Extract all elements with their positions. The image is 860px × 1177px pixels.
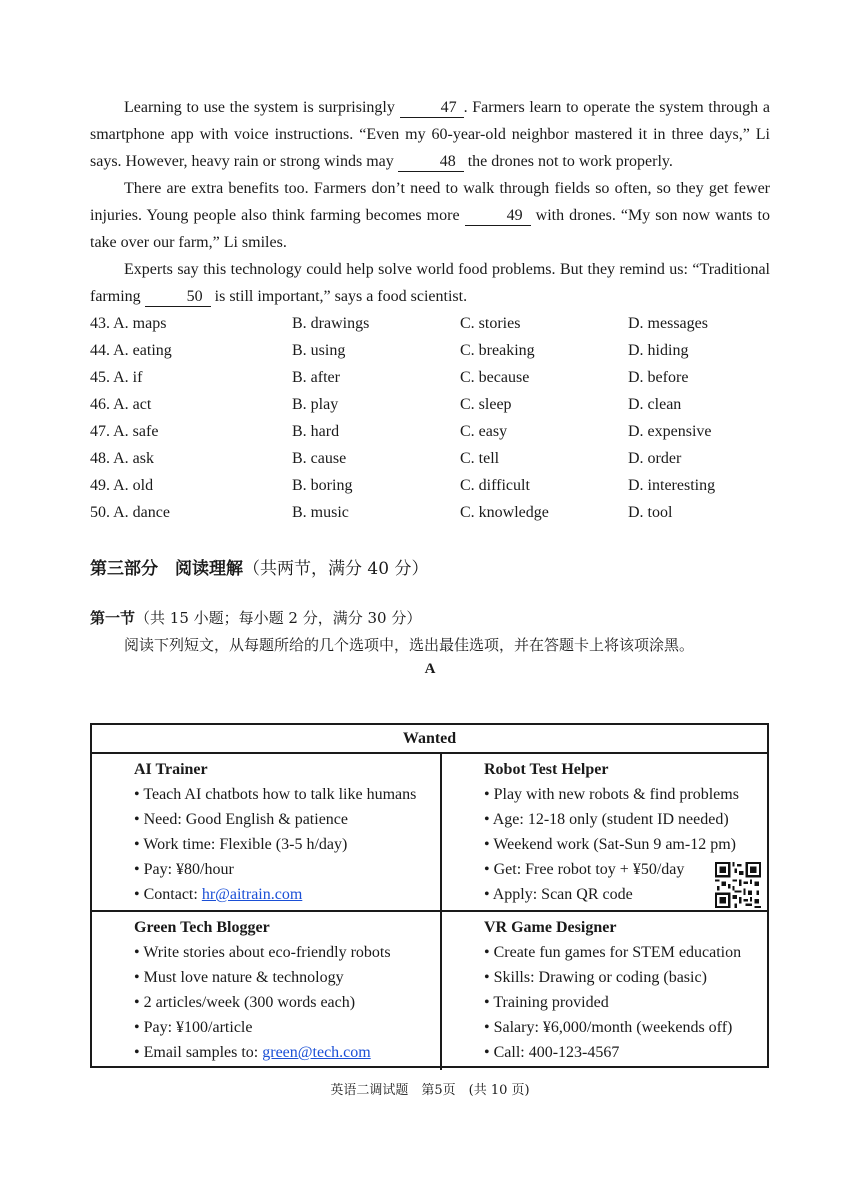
option-c: C. because (460, 369, 530, 386)
option-d: D. order (628, 450, 682, 467)
option-a: 44. A. eating (90, 342, 172, 359)
passage-letter: A (424, 661, 436, 677)
job-item: • Training provided (484, 994, 609, 1011)
job-item: • Write stories about eco-friendly robots (134, 944, 391, 961)
option-b: B. play (292, 396, 339, 413)
option-c: C. stories (460, 315, 521, 332)
option-c: C. knowledge (460, 504, 549, 521)
option-a: 47. A. safe (90, 423, 159, 440)
job-title: AI Trainer (134, 761, 208, 778)
paragraph-47-48: Learning to use the system is surprisingly 47 . Farmers learn to operate the system through a smartphone app with voice instructions. “Even my 60-year-old neighbor mastered it in three days,” Li says. However, heavy rain or strong winds may 48 the drones not to work properly. (90, 99, 770, 170)
job-item: • Salary: ¥6,000/month (weekends off) (484, 1019, 733, 1036)
option-d: D. messages (628, 315, 708, 332)
option-row (90, 445, 770, 472)
job-title: Robot Test Helper (484, 761, 609, 778)
option-d: D. before (628, 369, 689, 386)
option-a: 49. A. old (90, 477, 154, 494)
option-d: D. clean (628, 396, 682, 413)
option-d: D. interesting (628, 477, 716, 494)
job-title: VR Game Designer (484, 919, 617, 936)
job-item: • Pay: ¥80/hour (134, 861, 234, 878)
job-item: • Apply: Scan QR code (484, 886, 633, 903)
blank-50: 50 (145, 288, 211, 307)
qr-code-icon (715, 862, 761, 908)
option-c: C. difficult (460, 477, 530, 494)
job-item: • Play with new robots & find problems (484, 786, 739, 803)
email-link[interactable]: green@tech.com (262, 1044, 371, 1061)
job-contact: • Email samples to: green@tech.com (134, 1044, 371, 1061)
option-a: 45. A. if (90, 369, 143, 386)
job-item: • Need: Good English & patience (134, 811, 348, 828)
option-row (90, 499, 770, 526)
section-title: 第三部分 阅读理解（共两节，满分 40 分） (90, 559, 429, 579)
answer-options (90, 310, 770, 526)
option-row (90, 364, 770, 391)
job-item: • Work time: Flexible (3-5 h/day) (134, 836, 348, 853)
blank-47: 47 (400, 99, 464, 118)
option-d: D. expensive (628, 423, 712, 440)
option-d: D. hiding (628, 342, 689, 359)
job-green-tech-blogger (92, 912, 442, 1070)
job-item: • Must love nature & technology (134, 969, 344, 986)
option-b: B. drawings (292, 315, 370, 332)
option-b: B. hard (292, 423, 340, 440)
paragraph-50: Experts say this technology could help solve world food problems. But they remind us: “Traditional farming 50 is still important,” says a food scientist. (90, 261, 770, 305)
option-a: 43. A. maps (90, 315, 167, 332)
job-ai-trainer (92, 754, 442, 912)
option-b: B. using (292, 342, 346, 359)
instruction-text: 阅读下列短文，从每题所给的几个选项中，选出最佳选项，并在答题卡上将该项涂黑。 (124, 636, 695, 654)
exam-page (90, 94, 770, 678)
option-a: 46. A. act (90, 396, 152, 413)
blank-49: 49 (465, 207, 531, 226)
job-item: • Get: Free robot toy + ¥50/day (484, 861, 685, 878)
option-c: C. easy (460, 423, 508, 440)
job-item: • Weekend work (Sat-Sun 9 am-12 pm) (484, 836, 736, 853)
option-c: C. sleep (460, 396, 512, 413)
job-vr-game-designer (442, 912, 767, 1070)
option-b: B. cause (292, 450, 347, 467)
job-item: • Skills: Drawing or coding (basic) (484, 969, 707, 986)
option-row (90, 337, 770, 364)
job-item: • Call: 400-123-4567 (484, 1044, 620, 1061)
subsection-title: 第一节（共 15 小题；每小题 2 分，满分 30 分） (90, 609, 422, 627)
option-c: C. tell (460, 450, 500, 467)
job-contact: • Contact: hr@aitrain.com (134, 886, 303, 903)
option-b: B. music (292, 504, 349, 521)
option-a: 48. A. ask (90, 450, 154, 467)
page-footer: 英语二调试题 第5页 (共 10 页) (330, 1083, 530, 1098)
job-item: • Age: 12-18 only (student ID needed) (484, 811, 729, 828)
job-item: • Teach AI chatbots how to talk like humans (134, 786, 417, 803)
option-row (90, 418, 770, 445)
option-row (90, 310, 770, 337)
job-item: • Pay: ¥100/article (134, 1019, 253, 1036)
blank-48: 48 (398, 153, 464, 172)
job-title: Green Tech Blogger (134, 919, 270, 936)
option-d: D. tool (628, 504, 673, 521)
wanted-table (90, 723, 769, 1068)
option-row (90, 472, 770, 499)
job-item: • Create fun games for STEM education (484, 944, 742, 961)
wanted-heading: Wanted (92, 725, 767, 754)
option-b: B. boring (292, 477, 353, 494)
option-b: B. after (292, 369, 340, 386)
option-a: 50. A. dance (90, 504, 170, 521)
option-row (90, 391, 770, 418)
job-item: • 2 articles/week (300 words each) (134, 994, 356, 1011)
email-link[interactable]: hr@aitrain.com (201, 886, 303, 903)
option-c: C. breaking (460, 342, 535, 359)
paragraph-49: There are extra benefits too. Farmers don’t need to walk through fields so often, so they get fewer injuries. Young people also think farming becomes more 49 with drones. “My son now wants to take over our farm,” Li smiles. (90, 180, 771, 251)
job-robot-test-helper (442, 754, 767, 912)
